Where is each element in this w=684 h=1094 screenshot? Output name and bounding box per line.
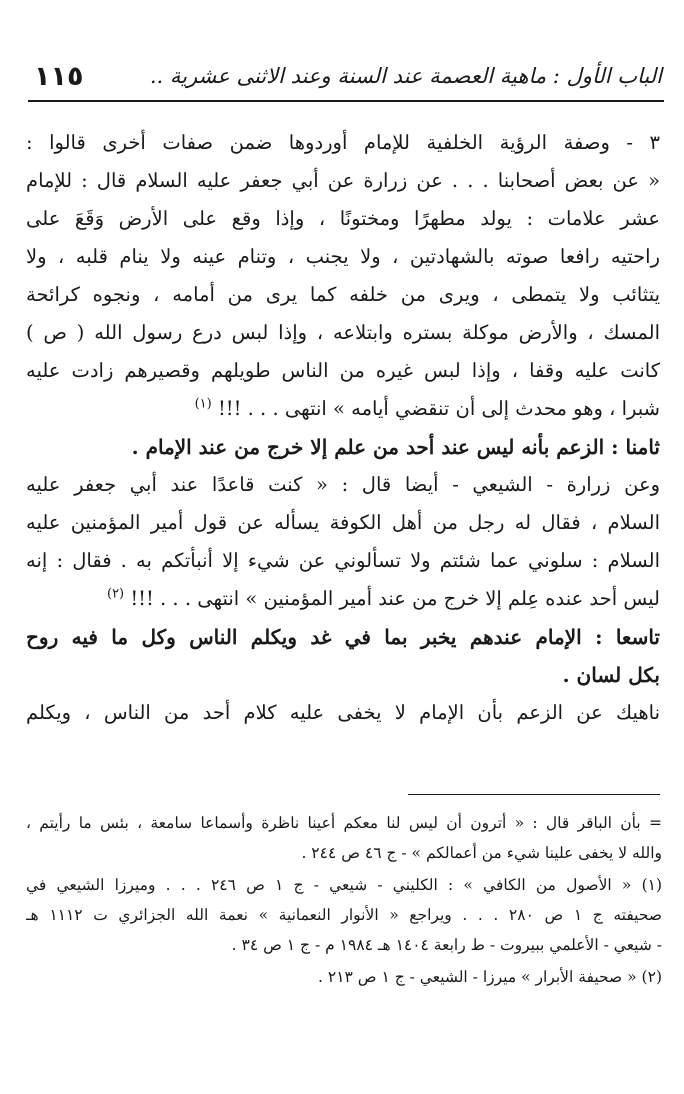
body-line-2: « عن بعض أصحابنا . . . عن زرارة عن أبي جعفر عليه السلام قال : للإمام <box>26 169 660 192</box>
body-line-3: عشر علامات : يولد مطهرًا ومختونًا ، وإذا وقع على الأرض وَقَعَ على <box>26 207 660 230</box>
body-line-8 <box>26 390 660 428</box>
footnote-ref-2: (٢) <box>106 586 125 602</box>
header-divider <box>28 100 664 102</box>
body-line-6: المسك ، والأرض موكلة بستره وابتلاعه ، وإذا لبس درع رسول الله ( ص ) <box>26 321 660 344</box>
footnote-line-2: والله لا يخفى علينا شيء من أعمالكم » - ج ٤٦ ص ٢٤٤ . <box>301 844 662 862</box>
body-line-8-text: شبرا ، وهو محدث إلى أن تنقضي أيامه » انتهى . . . !!! <box>217 397 660 420</box>
body-line-11: السلام ، فقال له رجل من أهل الكوفة يسأله عن قول أمير المؤمنين عليه <box>26 511 660 534</box>
running-header-title: الباب الأول : ماهية العصمة عند السنة وعند الاثنى عشرية .. <box>149 64 662 88</box>
body-line-13 <box>26 580 660 618</box>
footnotes <box>26 808 662 992</box>
body-line-16: ناهيك عن الزعم بأن الإمام لا يخفى عليه كلام أحد من الناس ، ويكلم <box>26 701 660 724</box>
section-heading-eighth: ثامنا : الزعم بأنه ليس عند أحد من علم إلا خرج من عند الإمام . <box>131 435 660 459</box>
body-line-13-text: ليس أحد عنده عِلم إلا خرج من عند أمير المؤمنين » انتهى . . . !!! <box>130 587 660 610</box>
body-line-10: وعن زرارة - الشيعي - أيضا قال : « كنت قاعدًا عند أبي جعفر عليه <box>26 473 660 496</box>
page-number: ١١٥ <box>34 60 84 92</box>
footnote-ref-1: (١) <box>194 396 212 412</box>
section-heading-ninth-cont: بكل لسان . <box>562 663 660 687</box>
section-heading-ninth: تاسعا : الإمام عندهم يخبر بما في غد ويكلم الناس وكل ما فيه روح <box>26 625 660 649</box>
footnote-line-1: = بأن الباقر قال : « أترون أن ليس لنا معكم أعينا ناظرة وأسماعا سامعة ، بئس ما رأيتم ، <box>26 814 662 832</box>
body-line-7: كانت عليه وقفا ، وإذا لبس غيره من الناس طويلهم وقصيرهم زادت عليه <box>26 359 660 382</box>
footnote-1-line-1: (١) « الأصول من الكافي » : الكليني - شيعي - ج ١ ص ٢٤٦ . . . وميرزا الشيعي في <box>26 876 662 894</box>
body-line-1: ٣ - وصفة الرؤية الخلفية للإمام أوردوها ضمن صفات أخرى قالوا : <box>26 131 660 154</box>
footnote-2-line-1: (٢) « صحيفة الأبرار » ميرزا - الشيعي - ج ١ ص ٢١٣ . <box>318 968 662 986</box>
footnote-1-line-3: - شيعي - الأعلمي ببيروت - ط رابعة ١٤٠٤ هـ ١٩٨٤ م - ج ١ ص ٣٤ . <box>231 936 662 954</box>
body-text <box>26 124 660 732</box>
running-header <box>28 52 662 100</box>
body-line-4: راحتيه رافعا صوته بالشهادتين ، ولا يجنب ، وتنام عينه ولا ينام قلبه ، ولا <box>26 245 660 268</box>
footnote-divider <box>408 794 660 795</box>
body-line-5: يتثائب ولا يتمطى ، ويرى من خلفه كما يرى من أمامه ، ونجوه كرائحة <box>26 283 660 306</box>
footnote-1-line-2: صحيفته ج ١ ص ٢٨٠ . . . ويراجع « الأنوار النعمانية » نعمة الله الجزائري ت ١١١٢ هـ <box>26 906 662 924</box>
body-line-12: السلام : سلوني عما شئتم ولا تسألوني عن شيء إلا أنبأتكم به . فقال : إنه <box>26 549 660 572</box>
